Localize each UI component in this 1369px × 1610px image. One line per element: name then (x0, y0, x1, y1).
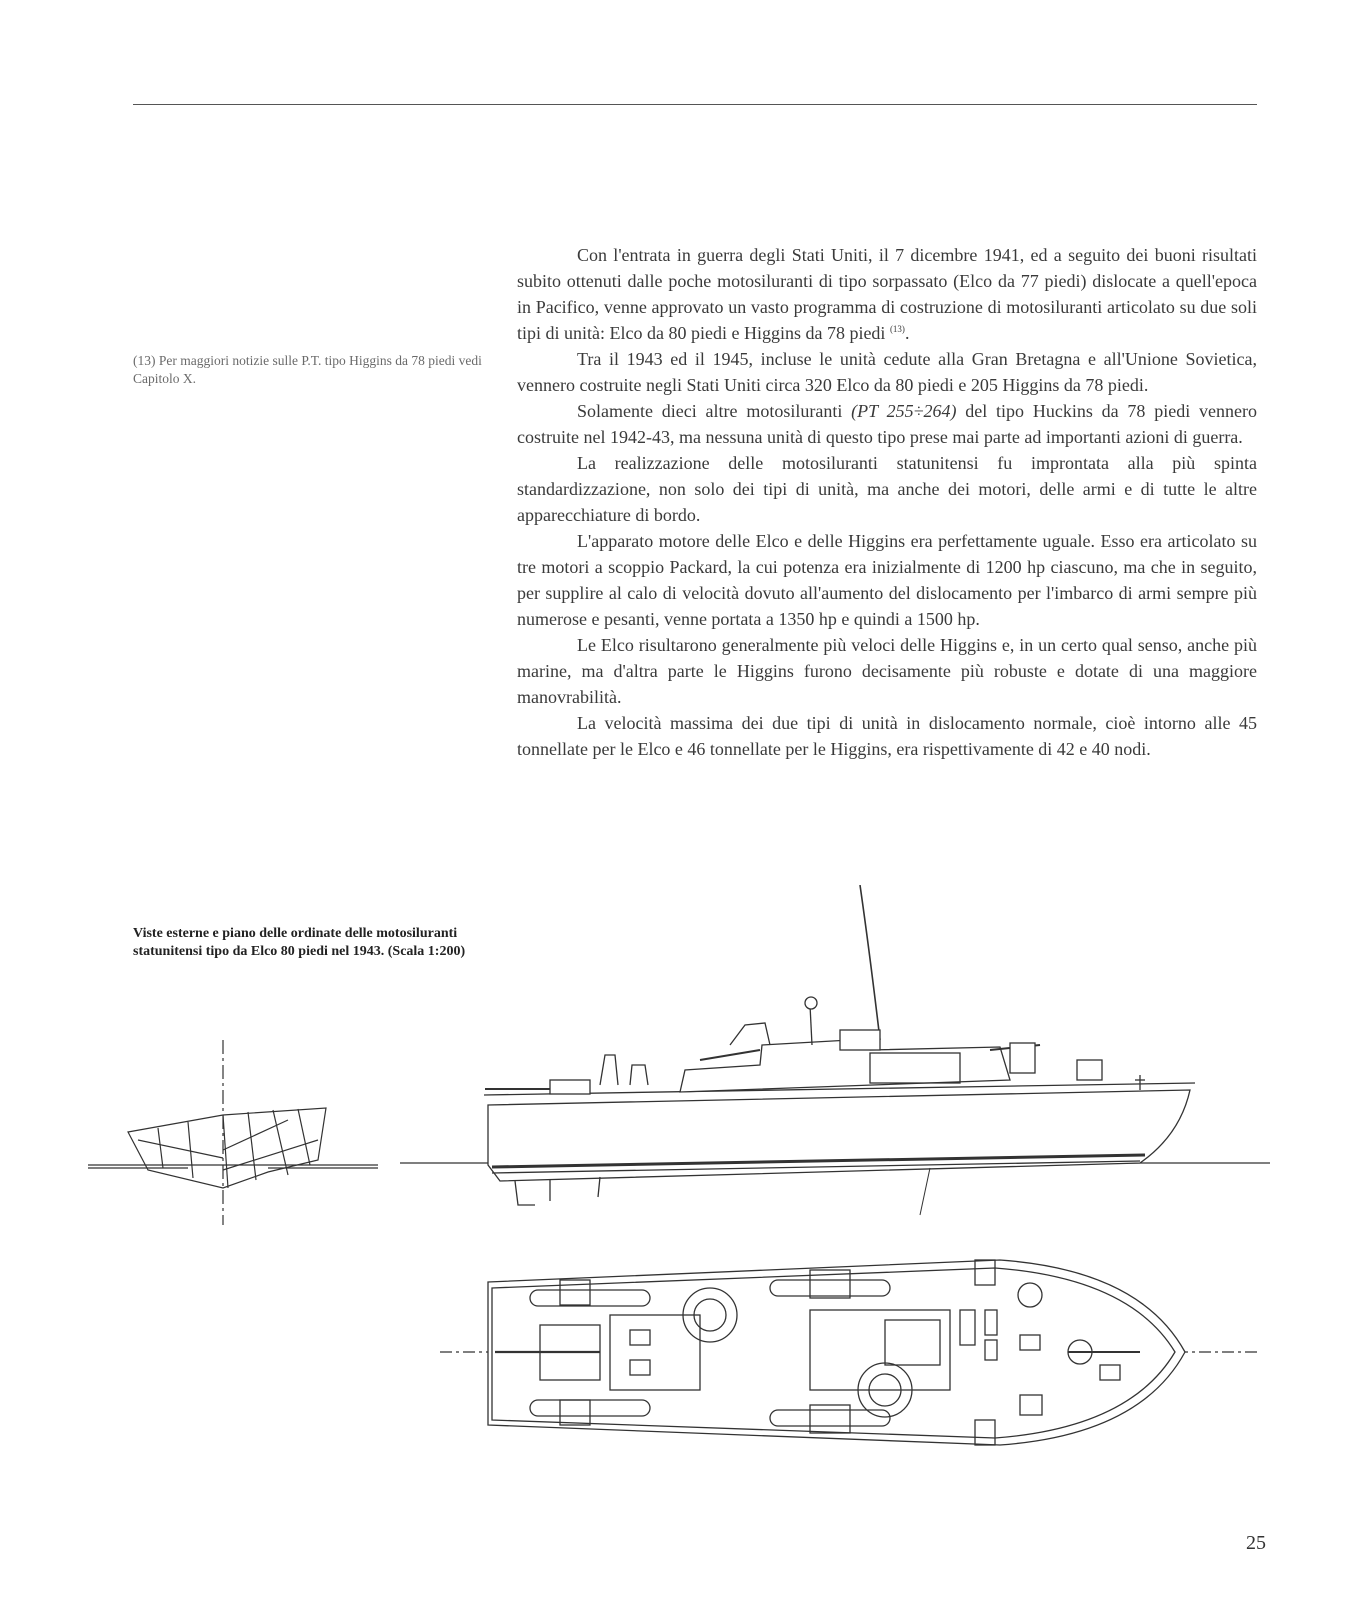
paragraph-4: La realizzazione delle motosiluranti statunitensi fu improntata alla più spinta standardizzazione, non solo dei tipi di unità, ma anche dei motori, delle armi e di tutte le altre apparecchiature di bordo. (517, 453, 1257, 525)
paragraph-1-end: . (904, 323, 910, 343)
side-profile-drawing (400, 885, 1270, 1225)
paragraph-3-text: Solamente dieci altre motosiluranti (577, 401, 852, 421)
body-plan-drawing (88, 1040, 378, 1225)
footnote (133, 352, 483, 388)
footnote-text: (13) Per maggiori notizie sulle P.T. tipo Higgins da 78 piedi vedi Capitolo X. (133, 353, 482, 386)
paragraph-5: L'apparato motore delle Elco e delle Higgins era perfettamente uguale. Esso era articolato su tre motori a scoppio Packard, la cui potenza era inizialmente di 1200 hp ciascuno, ma che in seguito, per supplire al calo di velocità dovuto all'aumento del dislocamento per l'imbarco di armi sempre più numerose e pesanti, venne portata a 1350 hp e quindi a 1500 hp. (517, 531, 1257, 629)
paragraph-2: Tra il 1943 ed il 1945, incluse le unità cedute alla Gran Bretagna e all'Unione Sovietica, vennero costruite negli Stati Uniti circa 320 Elco da 80 piedi e 205 Higgins da 78 piedi. (517, 349, 1257, 395)
figure-caption: Viste esterne e piano delle ordinate delle motosiluranti statunitensi tipo da Elco 80 piedi nel 1943. (Scala 1:200) (133, 926, 466, 959)
page-number: 25 (1246, 1532, 1266, 1554)
plan-view-drawing (440, 1240, 1260, 1470)
paragraph-3-emphasis: (PT 255÷264) (851, 401, 957, 421)
paragraph-7: La velocità massima dei due tipi di unità in dislocamento normale, cioè intorno alle 45 tonnellate per le Elco e 46 tonnellate per le Higgins, era rispettivamente di 42 e 40 nodi. (517, 713, 1257, 759)
paragraph-1-text: Con l'entrata in guerra degli Stati Uniti, il 7 dicembre 1941, ed a seguito dei buoni risultati subito ottenuti dalle poche motosiluranti di tipo sorpassato (Elco da 77 piedi) dislocate a quell'epoca in Pacifico, venne approvato un vasto programma di costruzione di motosiluranti articolato su due soli tipi di unità: Elco da 80 piedi e Higgins da 78 piedi (517, 245, 1257, 343)
paragraph-3-end: del tipo Huckins da 78 piedi vennero costruite nel 1942-43, ma nessuna unità di questo tipo prese mai parte ad importanti azioni di guerra. (517, 401, 1257, 447)
paragraph-6: Le Elco risultarono generalmente più veloci delle Higgins e, in un certo qual senso, anche più marine, ma d'altra parte le Higgins furono decisamente più robuste e dotate di una maggiore manovrabilità. (517, 635, 1257, 707)
main-text (517, 242, 1257, 762)
paragraph-3 (517, 398, 1257, 450)
header-rule (133, 104, 1257, 105)
paragraph-1 (517, 242, 1257, 346)
footnote-ref: (13) (889, 324, 905, 334)
